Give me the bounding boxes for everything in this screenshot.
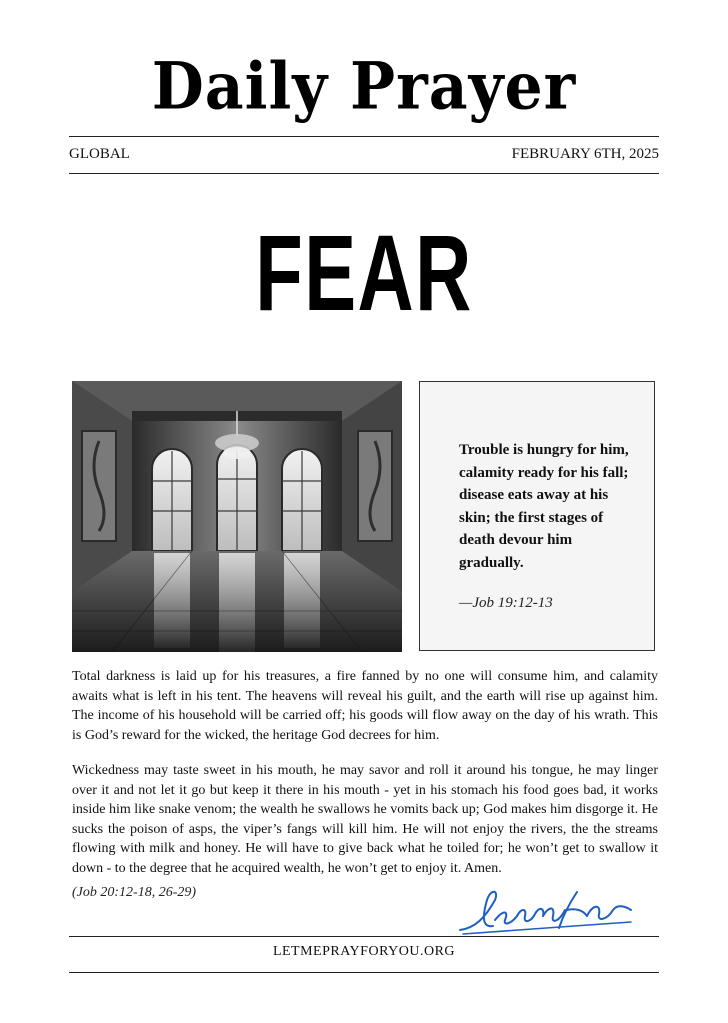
footer-top-rule [69, 936, 659, 937]
region-label: GLOBAL [69, 146, 130, 162]
date-label: FEBRUARY 6TH, 2025 [511, 146, 659, 162]
ballroom-photo [72, 381, 402, 652]
footer-website[interactable]: LETMEPRAYFORYOU.ORG [272, 944, 456, 959]
scripture-quote-box [419, 381, 655, 651]
footer-bottom-rule [69, 972, 659, 973]
signature [455, 880, 635, 940]
quote-reference: —Job 19:12-13 [459, 595, 553, 611]
masthead-title: Daily Prayer [151, 49, 577, 125]
signature-scribble [455, 880, 635, 940]
body-paragraph-1: Total darkness is laid up for his treasures, a fire fanned by no one will consume him, and calamity awaits what is left in his tent. The heavens will reveal his guilt, and the earth will rise up against him. The income of his household will be carried off; his goods will flow away on the day of his wrath. This is God’s reward for the wicked, the heritage God decrees for him. [72, 669, 658, 743]
headline: FEAR [255, 212, 473, 333]
quote-text: Trouble is hungry for him, calamity ready for his fall; disease eats away at his skin; the first stages of death devour him gradually. [459, 442, 629, 571]
meta-row [69, 146, 659, 163]
meta-bottom-rule [69, 173, 659, 174]
scripture-citation: (Job 20:12-18, 26-29) [72, 885, 197, 900]
body-paragraph-2: Wickedness may taste sweet in his mouth, he may savor and roll it around his tongue, he may linger over it and not let it go but keep it there in his mouth - yet in his stomach his food goes bad, it works inside him like snake venom; the wealth he swallows he vomits back up; God makes him disgorge it. He sucks the poison of asps, the viper’s fangs will kill him. He will not enjoy the rivers, the the streams flowing with milk and honey. He will have to give back what he toiled for; he won’t get to swallow it down - to the degree that he acquired wealth, he won’t get to enjoy it. Amen. [72, 763, 658, 876]
top-rule [69, 136, 659, 137]
ballroom-illustration [72, 381, 402, 652]
